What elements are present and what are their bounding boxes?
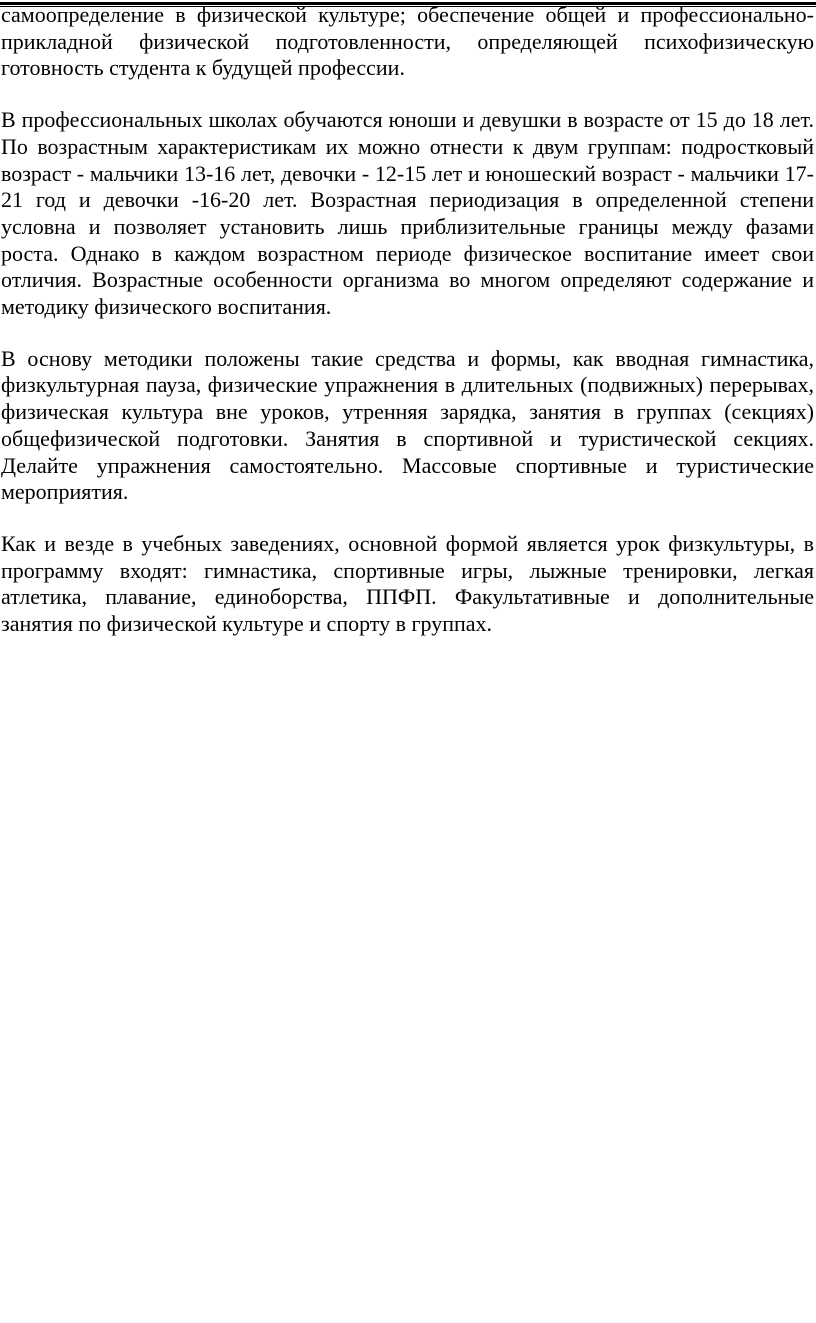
paragraph-3: В основу методики положены такие средства и формы, как вводная гимнастика, физкультурная пауза, физические упражнения в длительных (подвижных) перерывах, физическая культура вне уроков, утренняя зарядка, занятия в группах (секциях) общефизической подготовки. Занятия в спортивной и туристической секциях. Делайте упражнения самостоятельно. Массовые спортивные и туристические мероприятия. [1, 345, 814, 505]
paragraph-1: самоопределение в физической культуре; обеспечение общей и профессионально-прикладной физической подготовленности, определяющей психофизическую готовность студента к будущей профессии. [1, 2, 814, 81]
paragraph-4: Как и везде в учебных заведениях, основной формой является урок физкультуры, в программу входят: гимнастика, спортивные игры, лыжные тренировки, легкая атлетика, плавание, единоборства, ППФП. Факультативные и дополнительные занятия по физической культуре и спорту в группах. [1, 530, 814, 637]
document-body [1, 2, 814, 663]
paragraph-2: В профессиональных школах обучаются юноши и девушки в возрасте от 15 до 18 лет. По возрастным характеристикам их можно отнести к двум группам: подростковый возраст - мальчики 13-16 лет, девочки - 12-15 лет и юношеский возраст - мальчики 17-21 год и девочки -16-20 лет. Возрастная периодизация в определенной степени условна и позволяет установить лишь приблизительные границы между фазами роста. Однако в каждом возрастном периоде физическое воспитание имеет свои отличия. Возрастные особенности организма во многом определяют содержание и методику физического воспитания. [1, 107, 814, 320]
